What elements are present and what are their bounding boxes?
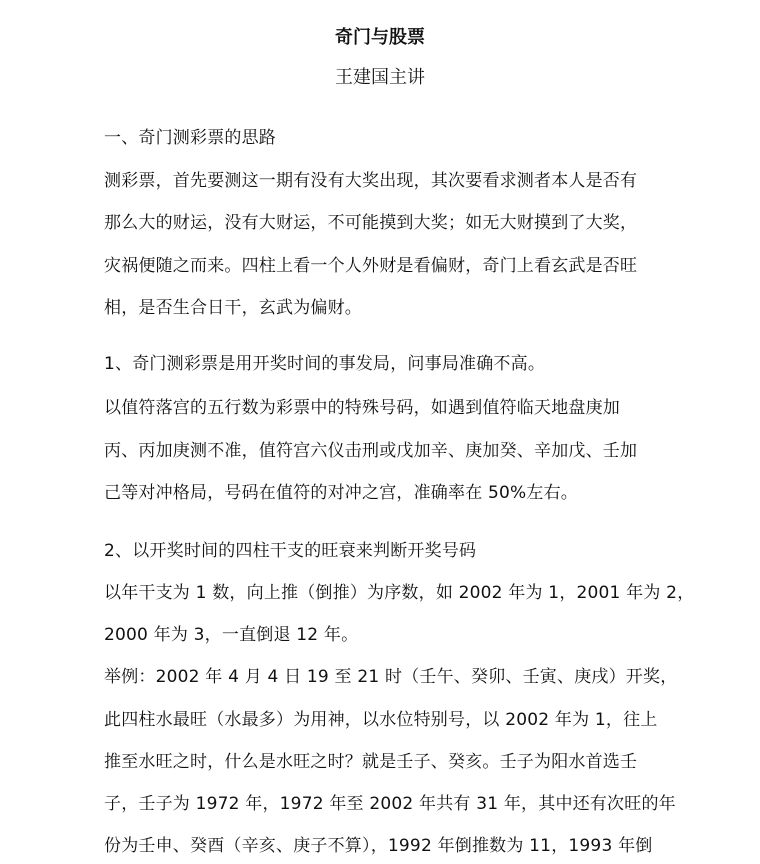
paragraph-line: 推至水旺之时，什么是水旺之时？就是壬子、癸亥。壬子为阳水首选壬 (104, 752, 638, 772)
paragraph-line: 以值符落宫的五行数为彩票中的特殊号码，如遇到值符临天地盘庚加 (104, 398, 620, 418)
paragraph-line: 丙、丙加庚测不准，值符宫六仪击刑或戊加辛、庚加癸、辛加戊、壬加 (104, 441, 638, 461)
document-subtitle: 王建国主讲 (335, 67, 425, 88)
section-heading: 一、奇门测彩票的思路 (104, 128, 276, 148)
paragraph-line: 灾祸便随之而来。四柱上看一个人外财是看偏财，奇门上看玄武是否旺 (104, 256, 638, 276)
document-title: 奇门与股票 (335, 27, 425, 48)
paragraph-line: 那么大的财运，没有大财运，不可能摸到大奖；如无大财摸到了大奖， (104, 213, 638, 233)
paragraph-line: 2000 年为 3，一直倒退 12 年。 (104, 625, 359, 645)
paragraph-line: 己等对冲格局，号码在值符的对冲之宫，准确率在 50%左右。 (104, 483, 578, 503)
paragraph-line: 此四柱水最旺（水最多）为用神，以水位特别号，以 2002 年为 1，往上 (104, 710, 658, 730)
subsection-heading: 2、以开奖时间的四柱干支的旺衰来判断开奖号码 (104, 541, 477, 561)
example-line: 举例：2002 年 4 月 4 日 19 至 21 时（壬午、癸卯、壬寅、庚戌）开奖， (104, 667, 678, 687)
subsection-heading: 1、奇门测彩票是用开奖时间的事发局，问事局准确不高。 (104, 354, 546, 374)
paragraph-line: 份为壬申、癸酉（辛亥、庚子不算），1992 年倒推数为 11，1993 年倒 (104, 836, 653, 856)
paragraph-line: 子，壬子为 1972 年，1972 年至 2002 年共有 31 年，其中还有次旺的年 (104, 794, 676, 814)
paragraph-line: 相，是否生合日干，玄武为偏财。 (104, 298, 362, 318)
paragraph-line: 测彩票，首先要测这一期有没有大奖出现，其次要看求测者本人是否有 (104, 171, 638, 191)
paragraph-line: 以年干支为 1 数，向上推（倒推）为序数，如 2002 年为 1，2001 年为 2， (104, 583, 695, 603)
